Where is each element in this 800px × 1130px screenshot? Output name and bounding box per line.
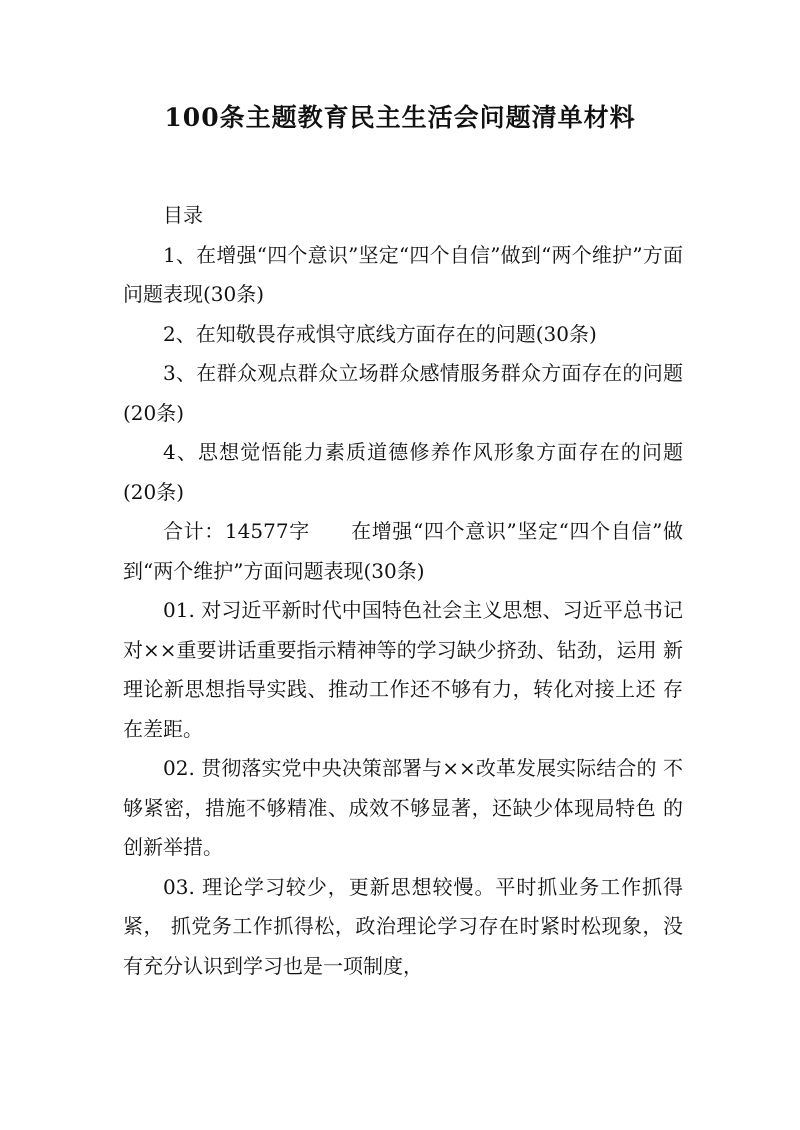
toc-item: 2、在知敬畏存戒惧守底线方面存在的问题(30条) [163,321,597,346]
toc-item: 1、在增强“四个意识”坚定“四个自信”做到“两个维护”方面问题表现(30条) [123,242,683,306]
toc-item: 4、思想觉悟能力素质道德修养作风形象方面存在的问题(20条) [123,440,683,504]
toc-item: 3、在群众观点群众立场群众感情服务群众方面存在的问题(20条) [123,361,683,425]
paragraph: 03. 理论学习较少，更新思想较慢。平时抓业务工作抓得紧， 抓党务工作抓得松，政治理论学习存在时紧时松现象，没有充分认识到学习也是一项制度， [123,874,683,978]
total-line: 合计：14577字 在增强“四个意识”坚定“四个自信”做到“两个维护”方面问题表现(30条) [123,519,683,583]
toc-heading: 目录 [163,203,203,227]
document-title: 100条主题教育民主生活会问题清单材料 [164,103,636,132]
document-body [123,196,683,986]
paragraph: 01. 对习近平新时代中国特色社会主义思想、习近平总书记对××重要讲话重要指示精神等的学习缺少挤劲、钻劲，运用 新理论新思想指导实践、推动工作还不够有力，转化对接上还 存在差距。 [123,598,683,741]
paragraph: 02. 贯彻落实党中央决策部署与××改革发展实际结合的 不够紧密，措施不够精准、成效不够显著，还缺少体现局特色 的创新举措。 [123,756,683,859]
